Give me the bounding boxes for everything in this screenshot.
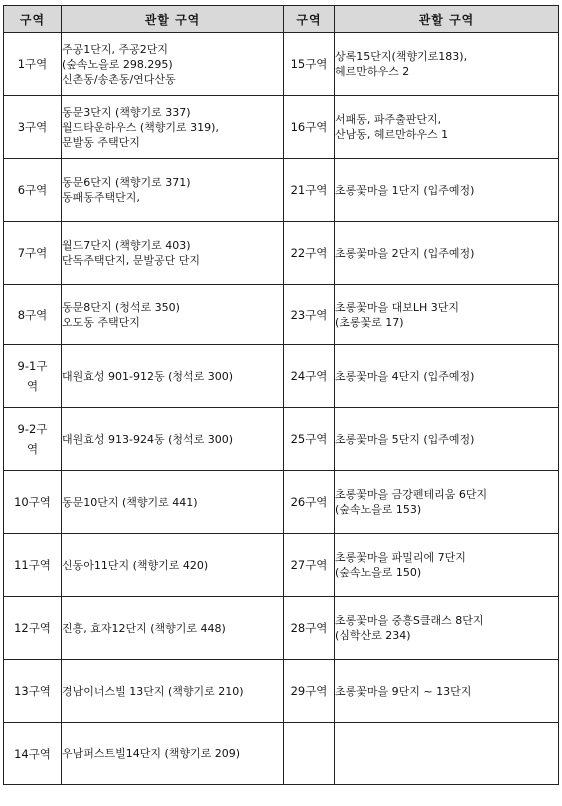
zone-area-cell-line: 오도동 주택단지	[62, 315, 140, 329]
zone-area-cell-line: 초롱꽃마을 중흥S클래스 8단지	[335, 614, 484, 627]
zone-area-cell	[62, 534, 284, 597]
zone-area-cell	[335, 285, 559, 345]
zone-number-cell-line: 21구역	[290, 183, 328, 197]
zone-number-cell	[4, 285, 62, 345]
zone-area-cell	[335, 345, 559, 408]
zone-number-cell-line: 역	[26, 442, 39, 456]
zone-area-cell-line: 경남이너스빌 13단지 (책향기로 210)	[62, 684, 244, 698]
zone-number-cell-line: 10구역	[14, 495, 51, 509]
zone-area-cell	[335, 159, 559, 222]
table-row	[4, 534, 559, 597]
zone-number-cell	[284, 723, 335, 785]
zone-area-cell-line: 동문8단지 (청석로 350)	[62, 300, 180, 314]
zone-table	[3, 5, 559, 785]
zone-number-cell	[284, 471, 335, 534]
table-row	[4, 723, 559, 785]
zone-area-cell	[335, 33, 559, 96]
zone-area-cell-line: 단독주택단지, 문발공단 단지	[62, 254, 201, 267]
zone-area-cell	[62, 660, 284, 723]
zone-number-cell	[4, 471, 62, 534]
zone-number-cell	[4, 660, 62, 723]
zone-number-cell	[4, 534, 62, 597]
zone-number-cell-line: 11구역	[14, 558, 51, 572]
zone-number-cell-line: 29구역	[290, 684, 328, 698]
zone-area-cell	[335, 597, 559, 660]
zone-area-cell-line: 초롱꽃마을 금강펜테리움 6단지	[335, 488, 488, 501]
zone-area-cell-line: 진흥, 효자12단지 (책향기로 448)	[62, 621, 226, 635]
zone-number-cell	[4, 33, 62, 96]
zone-area-cell-line: 동문6단지 (책향기로 371)	[62, 176, 191, 189]
zone-area-cell	[335, 471, 559, 534]
zone-number-cell	[284, 159, 335, 222]
table-row	[4, 285, 559, 345]
zone-area-cell	[62, 33, 284, 96]
zone-area-cell-line: 초롱꽃마을 1단지 (입주예정)	[335, 183, 475, 197]
zone-area-cell	[62, 96, 284, 159]
zone-number-cell	[284, 660, 335, 723]
zone-area-cell-line: 월드7단지 (책향기로 403)	[62, 239, 191, 252]
zone-number-cell-line: 1구역	[17, 57, 48, 71]
zone-area-cell-line: 동문10단지 (책향기로 441)	[62, 495, 198, 509]
zone-area-cell-line: 주공1단지, 주공2단지	[62, 42, 168, 56]
zone-area-cell	[335, 96, 559, 159]
zone-area-cell-line: 초롱꽃마을 2단지 (입주예정)	[335, 246, 475, 260]
zone-area-cell-line: (초롱꽃로 17)	[335, 315, 404, 329]
zone-number-cell	[284, 285, 335, 345]
zone-number-cell	[4, 597, 62, 660]
zone-number-cell	[284, 222, 335, 285]
zone-number-cell-line: 13구역	[14, 684, 51, 698]
zone-area-cell-line: 동문3단지 (책향기로 337)	[62, 105, 191, 119]
zone-number-cell-line: 25구역	[290, 432, 328, 446]
table-row	[4, 408, 559, 471]
zone-area-cell	[62, 408, 284, 471]
zone-area-cell-line: (숲속노을로 150)	[335, 566, 422, 579]
zone-number-cell	[284, 597, 335, 660]
zone-number-cell	[4, 408, 62, 471]
zone-number-cell-line: 9-1구	[17, 359, 48, 373]
zone-number-cell-line: 역	[26, 379, 39, 393]
header-area-right: 관할 구역	[335, 6, 559, 33]
table-row	[4, 96, 559, 159]
zone-number-cell	[4, 222, 62, 285]
zone-area-cell-line: 산남동, 헤르만하우스 1	[335, 128, 449, 141]
zone-area-cell-line: 초롱꽃마을 파밀리에 7단지	[335, 551, 466, 564]
header-area-left: 관할 구역	[62, 6, 284, 33]
zone-number-cell-line: 14구역	[14, 746, 51, 761]
zone-area-cell-line: 신동아11단지 (책향기로 420)	[62, 558, 209, 572]
zone-number-cell-line: 23구역	[290, 307, 328, 322]
table-row	[4, 471, 559, 534]
zone-area-cell	[62, 285, 284, 345]
zone-number-cell-line: 7구역	[17, 246, 48, 260]
zone-number-cell	[284, 33, 335, 96]
zone-area-cell-line: 대원효성 901-912동 (청석로 300)	[62, 369, 234, 383]
zone-area-cell	[62, 159, 284, 222]
zone-area-cell-line: 상록15단지(책향기로183),	[335, 50, 468, 63]
zone-number-cell	[284, 534, 335, 597]
zone-number-cell	[4, 96, 62, 159]
table-row	[4, 597, 559, 660]
table-row	[4, 159, 559, 222]
zone-area-cell	[335, 534, 559, 597]
zone-area-cell	[335, 408, 559, 471]
zone-area-cell	[62, 345, 284, 408]
zone-area-cell-line: 월드타운하우스 (책향기로 319),	[62, 120, 219, 134]
zone-number-cell-line: 22구역	[290, 246, 328, 260]
zone-area-cell-line: 헤르만하우스 2	[335, 65, 410, 78]
table-row	[4, 345, 559, 408]
zone-number-cell-line: 12구역	[14, 621, 51, 635]
zone-area-cell-line: (숲속노을로 298.295)	[62, 57, 173, 71]
zone-area-cell-line: 동패동주택단지,	[62, 191, 140, 204]
zone-number-cell-line: 24구역	[290, 369, 328, 383]
header-row	[4, 6, 559, 33]
zone-number-cell	[284, 408, 335, 471]
header-zone-right: 구역	[284, 6, 335, 33]
zone-area-cell	[335, 660, 559, 723]
zone-area-cell-line: 서패동, 파주출판단지,	[335, 113, 442, 126]
zone-area-cell-line: 초롱꽃마을 5단지 (입주예정)	[335, 432, 475, 446]
zone-area-cell	[62, 471, 284, 534]
zone-number-cell-line: 26구역	[290, 495, 328, 509]
zone-number-cell	[284, 96, 335, 159]
zone-number-cell	[4, 723, 62, 785]
table-row	[4, 660, 559, 723]
zone-area-cell-line: (심학산로 234)	[335, 629, 411, 642]
zone-number-cell-line: 15구역	[290, 57, 328, 71]
zone-area-cell-line: 대원효성 913-924동 (청석로 300)	[62, 432, 234, 446]
zone-area-cell	[62, 222, 284, 285]
zone-number-cell-line: 16구역	[290, 120, 328, 134]
zone-number-cell-line: 8구역	[17, 307, 48, 322]
zone-area-cell	[62, 723, 284, 785]
zone-number-cell	[284, 345, 335, 408]
zone-area-cell-line: 초롱꽃마을 대보LH 3단지	[335, 300, 460, 314]
zone-area-cell-line: 초롱꽃마을 9단지 ~ 13단지	[335, 684, 472, 698]
zone-number-cell-line: 28구역	[290, 621, 328, 635]
zone-area-cell	[62, 597, 284, 660]
zone-area-cell-line: 문발동 주택단지	[62, 135, 140, 149]
zone-area-cell	[335, 723, 559, 785]
table-row	[4, 33, 559, 96]
zone-area-cell	[335, 222, 559, 285]
zone-area-cell-line: 신촌동/송촌동/연다산동	[62, 72, 176, 86]
table-row	[4, 222, 559, 285]
zone-number-cell-line: 6구역	[17, 183, 48, 197]
zone-number-cell-line: 27구역	[290, 558, 328, 572]
zone-area-cell-line: 초롱꽃마을 4단지 (입주예정)	[335, 369, 475, 383]
zone-area-cell-line: (숲속노을로 153)	[335, 503, 422, 516]
zone-number-cell-line: 3구역	[17, 120, 48, 134]
zone-number-cell-line: 9-2구	[17, 422, 48, 436]
zone-number-cell	[4, 345, 62, 408]
zone-number-cell	[4, 159, 62, 222]
header-zone-left: 구역	[4, 6, 62, 33]
zone-area-cell-line: 우남퍼스트빌14단지 (책향기로 209)	[62, 747, 241, 760]
